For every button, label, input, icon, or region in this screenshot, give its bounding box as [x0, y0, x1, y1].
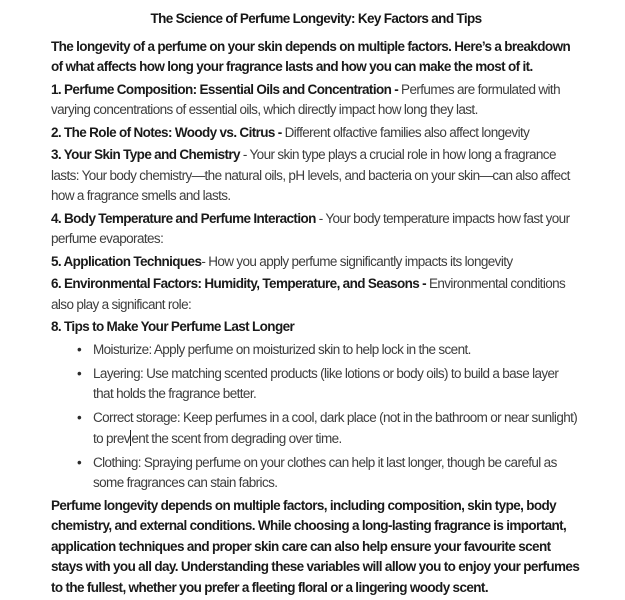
bullet-icon: •	[77, 454, 82, 470]
factor-text-4: - Your body temperature impacts how fast your perfume evaporates:	[51, 210, 570, 246]
list-item-moisturize[interactable]	[51, 340, 581, 361]
factor-heading-6: 6. Environmental Factors: Humidity, Temperature, and Seasons -	[51, 276, 426, 291]
list-item-clothing[interactable]	[51, 453, 581, 494]
factor-paragraph-5[interactable]	[51, 252, 581, 273]
factor-text-1: Perfumes are formulated with varying concentrations of essential oils, which directly impact how long they last.	[51, 81, 560, 117]
factor-heading-2: 2. The Role of Notes: Woody vs. Citrus -	[51, 124, 282, 140]
list-item-layering[interactable]	[51, 364, 581, 405]
tip-text-storage	[93, 410, 577, 446]
tips-heading[interactable]: 8. Tips to Make Your Perfume Last Longer	[51, 319, 295, 334]
factor-text-5: - How you apply perfume significantly impacts its longevity	[201, 253, 513, 269]
tip-text-before-cursor: Correct storage: Keep perfumes in a cool, dark place (not in the bathroom or near sunlight) to prev	[93, 410, 578, 446]
tip-text-after-cursor: ent the scent from degrading over time.	[131, 430, 342, 446]
factor-text-2: Different olfactive families also affect longevity	[281, 124, 530, 140]
factor-paragraph-3[interactable]	[51, 145, 581, 207]
bullet-icon: •	[77, 341, 82, 357]
factor-heading-3: 3. Your Skin Type and Chemistry	[51, 147, 240, 162]
factor-heading-4: 4. Body Temperature and Perfume Interaction	[51, 210, 316, 226]
factor-paragraph-2[interactable]	[51, 123, 581, 144]
factor-paragraph-4[interactable]	[51, 209, 581, 250]
factor-heading-1: 1. Perfume Composition: Essential Oils and Concentration -	[51, 81, 399, 97]
document-title[interactable]: The Science of Perfume Longevity: Key Factors and Tips	[150, 11, 482, 26]
factor-heading-5: 5. Application Techniques	[51, 253, 202, 269]
tip-text-moisturize: Moisturize: Apply perfume on moisturized skin to help lock in the scent.	[93, 341, 471, 357]
intro-paragraph[interactable]: The longevity of a perfume on your skin depends on multiple factors. Here’s a breakdown of what affects how long your fragrance lasts and how you can make the most of it.	[51, 38, 571, 74]
factor-paragraph-1[interactable]	[51, 80, 581, 121]
tip-text-clothing: Clothing: Spraying perfume on your clothes can help it last longer, though be careful as some fragrances can stain fabrics.	[93, 454, 557, 490]
bullet-icon: •	[77, 365, 82, 381]
tips-list	[51, 340, 581, 494]
factor-paragraph-6[interactable]	[51, 274, 581, 315]
factor-text-6: Environmental conditions also play a significant role:	[51, 276, 566, 312]
bullet-icon: •	[77, 410, 82, 425]
list-item-storage[interactable]	[51, 408, 581, 449]
factor-text-3: - Your skin type plays a crucial role in how long a fragrance lasts: Your body chemistry—the natural oils, pH levels, and bacteria on your skin—can also affect how a fragrance smells and lasts.	[51, 147, 570, 203]
conclusion-paragraph[interactable]: Perfume longevity depends on multiple factors, including composition, skin type, body chemistry, and external conditions. While choosing a long-lasting fragrance is important, application techniques and proper skin care can also help ensure your favourite scent stays with you all day. Understanding these variables will allow you to enjoy your perfumes to the fullest, whether you prefer a fleeting floral or a lingering woody scent.	[51, 497, 580, 595]
tip-text-layering: Layering: Use matching scented products (like lotions or body oils) to build a base layer that holds the fragrance better.	[93, 365, 559, 401]
